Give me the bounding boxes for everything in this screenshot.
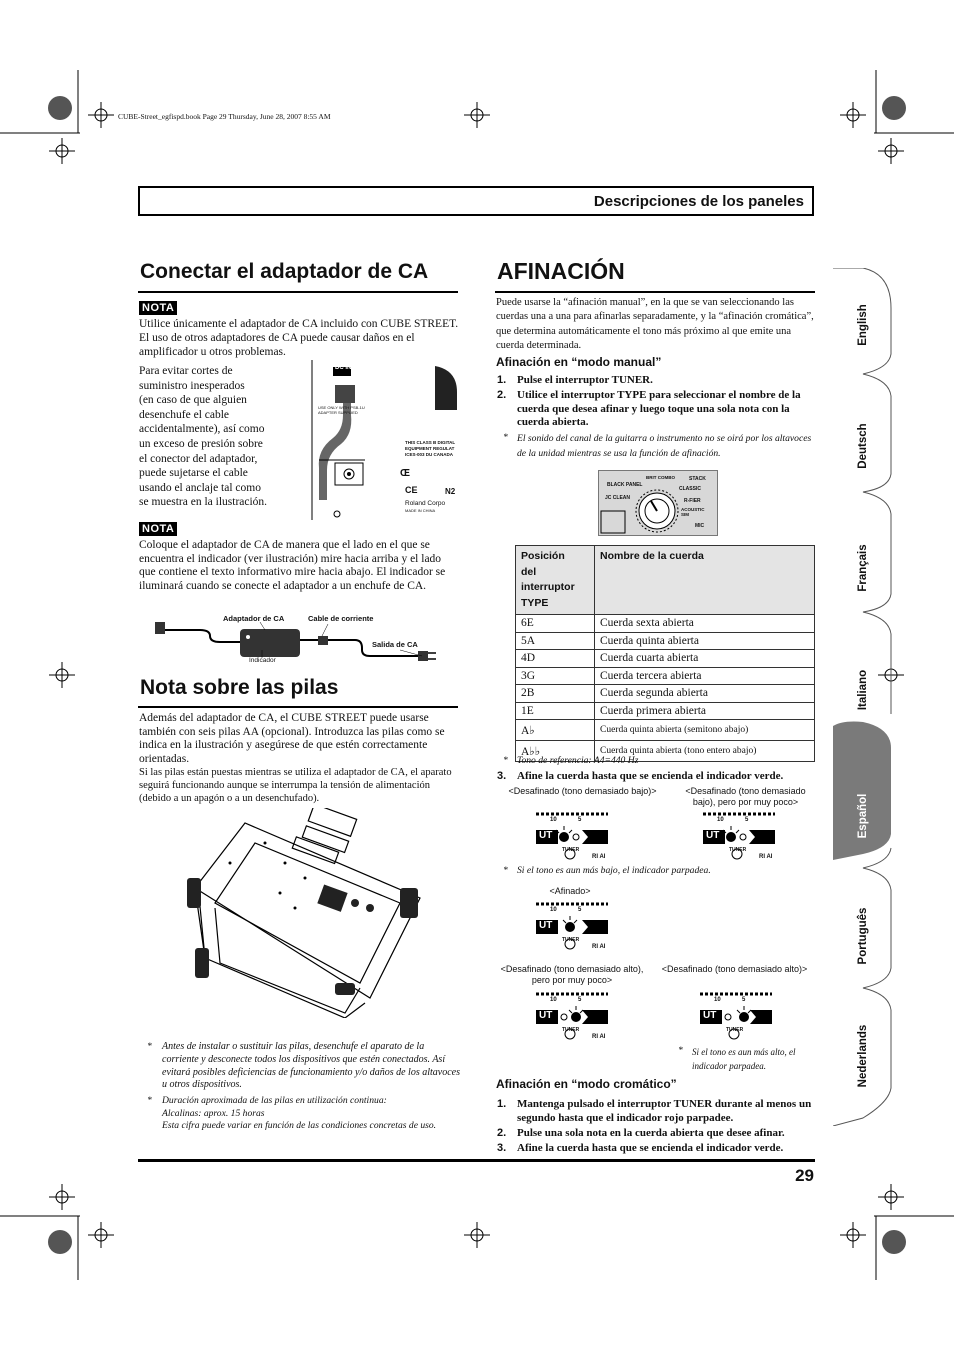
scale-10: 10 [714, 997, 721, 1003]
section-rule [138, 706, 458, 708]
adapter-label-2: ADAPTER SUPPLIED [318, 410, 358, 415]
table-cell: 6E [516, 615, 595, 633]
scale-10: 10 [717, 817, 724, 823]
note-star: * [147, 1041, 152, 1052]
scale-10: 10 [550, 907, 557, 913]
table-cell: Cuerda segunda abierta [595, 685, 815, 703]
header-line: del [521, 565, 537, 578]
panel-label: MIC [695, 523, 705, 529]
cable-anchor-text [139, 364, 299, 510]
nota2-text: Coloque el adaptador de CA de manera que el lado en el que se encuentra el indicador (ver ilustración) mire hacia arriba y el lado que contiene el texto informativo mire hacia abajo. El indicador se iluminará cuando se conecte el adaptador a un enchufe de CA. [139, 539, 446, 592]
table-cell: 2B [516, 685, 595, 703]
caption-too-low: <Desafinado (tono demasiado bajo)> [508, 786, 657, 796]
panel-label: R-FIER [684, 498, 701, 504]
batteries-note-1: Antes de instalar o sustituir las pilas, desenchufe el aparato de la corriente y desconecte todos los dispositivos que estén conectados. Así evitará posibles deficiencias de funcionamiento y/o daños de los altavoces u otros dispositivos. [162, 1041, 460, 1091]
tuner-meter-tuned [536, 900, 608, 952]
table-row [516, 667, 815, 685]
caption-too-high: <Desafinado (tono demasiado alto)> [661, 964, 808, 974]
table-row [516, 720, 815, 741]
warning-line-1: THIS CLASS B DIGITAL [405, 440, 456, 445]
table-cell: Cuerda sexta abierta [595, 615, 815, 633]
chromatic-step-2 [497, 1127, 815, 1141]
caption-tuned: <Afinado> [549, 886, 591, 896]
label-indicador: Indicador [249, 657, 276, 664]
scale-5: 5 [578, 997, 582, 1003]
table-cell: 1E [516, 702, 595, 720]
chromatic-step-1 [497, 1098, 815, 1125]
file-info: CUBE-Street_egfispd.book Page 29 Thursday, June 28, 2007 8:55 AM [118, 112, 331, 121]
table-row [516, 615, 815, 633]
table-row [516, 650, 815, 668]
step-number: 2. [497, 1127, 507, 1139]
tab-portugues[interactable] [833, 896, 893, 976]
text-line: un exceso de presión sobre [139, 437, 263, 450]
caption-line: <Desafinado (tono demasiado [685, 786, 806, 796]
table-row [516, 632, 815, 650]
step-number: 3. [497, 770, 507, 782]
tuning-intro: Puede usarse la “afinación manual”, en la que se van seleccionando las cuerdas una a una para afinarlas separadamente, y la “afinación cromática”, que determina automáticamente el tono más próximo al que emite una cuerda determinada. [496, 297, 814, 351]
tuner-meter-too-high [700, 990, 772, 1042]
label-salida: Salida de CA [372, 640, 418, 649]
ce-mark: CE [405, 485, 418, 495]
type-selector-panel [598, 470, 718, 536]
tuner-label: TUNER [562, 937, 580, 943]
tuner-meter-slightly-low [703, 810, 775, 862]
nota-badge: NOTA [139, 301, 177, 315]
step-text: Afine la cuerda hasta que se encienda el indicador verde. [517, 770, 784, 782]
table-cell: Cuerda quinta abierta (semitono abajo) [595, 720, 815, 741]
scale-5: 5 [578, 817, 582, 823]
note-line: indicador parpadea. [692, 1061, 766, 1071]
note-line: Alcalinas: aprox. 15 horas [162, 1107, 265, 1119]
n2-mark: N2 [445, 487, 456, 496]
footer-rule [138, 1159, 815, 1162]
warning-line-2: EQUIPMENT REGULAT [405, 446, 455, 451]
label-cable: Cable de corriente [308, 614, 374, 623]
manual-step-1 [497, 374, 815, 388]
brand-label: Roland Corpo [405, 500, 446, 507]
tab-english[interactable] [833, 290, 893, 360]
ut-label: UT [703, 1010, 717, 1021]
table-cell: Cuerda primera abierta [595, 702, 815, 720]
text-line: Para evitar cortes de [139, 365, 233, 377]
scale-5: 5 [745, 817, 749, 823]
manual-title: Afinación en “modo manual” [496, 355, 662, 369]
step-text: Afine la cuerda hasta que se encienda el indicador verde. [517, 1142, 784, 1154]
header-line: interruptor [521, 581, 575, 593]
tab-label: Português [857, 907, 869, 965]
table-cell: Cuerda tercera abierta [595, 667, 815, 685]
scale-10: 10 [550, 997, 557, 1003]
tuner-label: TUNER [729, 847, 747, 853]
manual-step-3 [497, 770, 815, 784]
header-line: TYPE [521, 596, 549, 609]
nota1-text: Utilice únicamente el adaptador de CA incluido con CUBE STREET. El uso de otros adaptadores de CA puede causar daños en el amplificador u otros problemas. [139, 318, 459, 359]
tab-label: English [857, 304, 869, 346]
caption-slightly-high [494, 964, 650, 986]
text-line: usando el anclaje tal como [139, 481, 261, 494]
text-line: el conector del adaptador, [139, 452, 258, 465]
tab-label: Deutsch [857, 423, 869, 469]
table-row [516, 702, 815, 720]
batteries-p2: Si las pilas están puestas mientras se utiliza el adaptador de CA, el aparato seguirá funcionando aunque se interrumpa la tensión de alimentación (debido a un apagón o a un desenchufado). [139, 767, 452, 804]
tuner-meter-slightly-high [536, 990, 608, 1042]
note-star: * [503, 865, 508, 876]
panel-label: CLASSIC [679, 486, 701, 492]
header-title: Descripciones de los paneles [593, 193, 804, 210]
tab-francais[interactable] [833, 532, 893, 604]
note-too-low: Si el tono es aun más bajo, el indicador parpadea. [517, 865, 711, 876]
panel-label: ACOUSTIC SIM [681, 507, 705, 517]
chromatic-title: Afinación en “modo cromático” [496, 1077, 677, 1091]
note-star: * [147, 1095, 152, 1106]
table-cell: 4D [516, 650, 595, 668]
table-header-row [516, 546, 815, 615]
ut-label: UT [539, 920, 553, 931]
scale-5: 5 [578, 907, 582, 913]
text-line: (en caso de que alguien [139, 394, 247, 407]
note-too-high [692, 1045, 796, 1073]
section-title-batteries: Nota sobre las pilas [140, 676, 339, 699]
page-number: 29 [795, 1166, 814, 1185]
tab-italiano[interactable] [833, 654, 893, 726]
caption-slightly-low [668, 786, 823, 808]
tuner-label: TUNER [562, 1027, 580, 1033]
adapter-diagram [150, 610, 460, 670]
amp-illustration [185, 808, 425, 1018]
manual-step-2 [497, 389, 815, 430]
table-cell: Cuerda quinta abierta [595, 632, 815, 650]
table-cell: Cuerda quinta abierta (tono entero abajo) [595, 741, 815, 762]
note-line: Esta cifra puede variar en función de las condiciones concretas de uso. [162, 1120, 437, 1131]
note-star: * [503, 755, 508, 766]
tuner-label: TUNER [562, 847, 580, 853]
scale-10: 10 [550, 817, 557, 823]
panel-label: JC CLEAN [605, 495, 631, 501]
step-number: 3. [497, 1142, 507, 1154]
tab-label: Nederlands [857, 1024, 869, 1088]
panel-label: STACK [689, 476, 706, 482]
ri-label: RI AI [592, 854, 606, 860]
table-cell: 3G [516, 667, 595, 685]
step-number: 2. [497, 389, 507, 401]
made-label: MADE IN CHINA [405, 508, 436, 513]
nota-badge: NOTA [139, 522, 177, 536]
dc-in-label: DC IN [335, 365, 352, 371]
ut-label: UT [706, 830, 720, 841]
table-cell: A♭♭ [516, 741, 595, 762]
adapter-label: USE ONLY WITH PSB-1U [318, 405, 365, 410]
ut-label: UT [539, 1010, 553, 1021]
text-line: desenchufe el cable [139, 408, 230, 421]
amp-drawing [185, 808, 425, 1018]
note-star: * [678, 1045, 683, 1056]
tab-label: Español [857, 793, 869, 839]
caption-line: pero por muy poco> [531, 975, 613, 985]
table-header-cell [516, 546, 595, 615]
text-line: puede sujetarse el cable [139, 467, 248, 480]
tab-label: Français [857, 544, 869, 592]
chromatic-step-3 [497, 1142, 815, 1156]
scale-5: 5 [742, 997, 746, 1003]
table-cell: Cuerda cuarta abierta [595, 650, 815, 668]
step-text: Pulse el interruptor TUNER. [517, 374, 653, 386]
tab-nederlands[interactable] [833, 1016, 893, 1096]
step-number: 1. [497, 1098, 507, 1110]
note-star: * [503, 432, 508, 443]
panel-label: BLACK PANEL [607, 482, 643, 488]
step-text: Pulse una sola nota en la cuerda abierta que desee afinar. [517, 1127, 785, 1139]
rear-panel-illustration [305, 360, 460, 520]
text-line: se muestra en la ilustración. [139, 496, 268, 509]
batteries-p1: Además del adaptador de CA, el CUBE STREET puede usarse también con seis pilas AA (opcional). Introduzca las pilas como se indica en la ilustración y asegúrese de que estén correctamente orientadas. [139, 712, 445, 765]
tuner-label: TUNER [726, 1027, 744, 1033]
ri-label: RI AI [759, 854, 773, 860]
tuner-meter-too-low [536, 810, 608, 862]
ut-label: UT [539, 830, 553, 841]
manual-note: El sonido del canal de la guitarra o instrumento no se oirá por los altavoces de la unidad mientras se usa la función de afinación. [517, 433, 812, 459]
step-number: 1. [497, 374, 507, 386]
tab-deutsch[interactable] [833, 410, 893, 482]
caption-line: bajo), pero por muy poco> [692, 797, 799, 807]
panel-label: BRIT COMBO [646, 475, 675, 480]
section-title-adapter: Conectar el adaptador de CA [140, 260, 429, 283]
warning-line-3: ICES-003 DU CANADA [405, 452, 454, 457]
tab-label: Italiano [857, 669, 869, 711]
step-text: Utilice el interruptor TYPE para seleccionar el nombre de la cuerda que desea afinar y luego toque una sola nota con la cuerda abierta. [517, 389, 801, 429]
table-cell: 5A [516, 632, 595, 650]
table-cell: A♭ [516, 720, 595, 741]
table-row [516, 685, 815, 703]
text-line: accidentalmente), así como [139, 423, 265, 436]
label-adaptador: Adaptador de CA [223, 614, 285, 623]
section-rule [138, 291, 458, 293]
batteries-note-2 [162, 1095, 462, 1133]
header-box [138, 186, 814, 216]
reference-pitch: Tono de referencia: A4=440 Hz [517, 755, 639, 766]
strings-table [515, 545, 815, 762]
ri-label: RI AI [592, 1034, 606, 1040]
note-line: Duración aproximada de las pilas en utilización continua: [162, 1095, 387, 1106]
section-title-tuning: AFINACIÓN [497, 258, 625, 284]
section-rule [495, 291, 815, 293]
caption-line: <Desafinado (tono demasiado alto), [500, 964, 644, 974]
step-text: Mantenga pulsado el interruptor TUNER durante al menos un segundo hasta que el indicador rojo parpadee. [517, 1098, 812, 1124]
table-header-cell: Nombre de la cuerda [595, 546, 815, 615]
header-line: Posición [521, 550, 565, 562]
tab-espanol[interactable] [833, 776, 893, 856]
svg-text:Œ: Œ [400, 468, 410, 479]
text-line: suministro inesperados [139, 379, 245, 392]
ri-label: RI AI [592, 944, 606, 950]
note-line: Si el tono es aun más alto, el [692, 1047, 796, 1057]
